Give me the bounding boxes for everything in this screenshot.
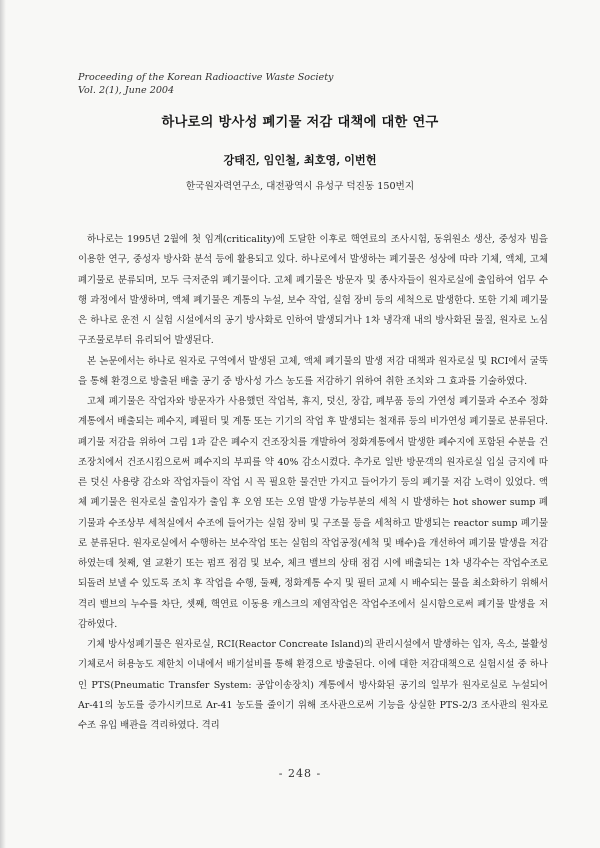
proceeding-header: [78, 71, 333, 97]
paper-affiliation: 한국원자력연구소, 대전광역시 유성구 덕진동 150번지: [185, 181, 415, 192]
proceeding-journal: Proceeding of the Korean Radioactive Waste Society: [78, 72, 334, 83]
paper-body: [78, 230, 548, 736]
body-paragraph-4: 기체 방사성폐기물은 원자로실, RCI(Reactor Concreate Island)의 관리시설에서 발생하는 입자, 옥소, 불활성 기체로서 허용농도 제한치 이내에서 배기설비를 통해 환경으로 방출된다. 이에 대한 저감대책으로 실험시설 중 하나인 PTS(Pneumatic Transfer System: 공압이송장치) 계통에서 방사화된 공기의 일부가 원자로실로 누설되어 Ar-41의 농도를 증가시키므로 Ar-41 농도를 줄이기 위해 조사관으로써 기능을 상실한 PTS-2/3 조사관의 원자로 수조 유입 배관을 격리하였다. 격리: [78, 639, 548, 731]
proceeding-volume: Vol. 2(1), June 2004: [78, 85, 175, 96]
body-paragraph-2: 본 논문에서는 하나로 원자로 구역에서 발생된 고체, 액체 폐기물의 발생 저감 대책과 원자로실 및 RCI에서 굴뚝을 통해 환경으로 방출된 배출 공기 중 방사성 가스 농도를 저감하기 위하여 취한 조치와 그 효과를 기술하였다.: [78, 355, 548, 387]
paper-authors: 강태진, 임인철, 최호영, 이번헌: [223, 153, 377, 167]
page-number: - 248 -: [278, 767, 322, 780]
body-paragraph-1: 하나로는 1995년 2월에 첫 임계(criticality)에 도달한 이후로 핵연료의 조사시험, 동위원소 생산, 중성자 빔을 이용한 연구, 중성자 방사화 분석 등에 활용되고 있다. 하나로에서 발생하는 폐기물은 성상에 따라 기체, 액체, 고체 폐기물로 분류되며, 모두 극저준위 폐기물이다. 고체 폐기물은 방문자 및 종사자들이 원자로실에 출입하여 업무 수행 과정에서 발생하며, 액체 폐기물은 계통의 누설, 보수 작업, 실험 장비 등의 세척으로 발생한다. 또한 기체 폐기물은 하나로 운전 시 실험 시설에서의 공기 방사화로 인하여 발생되거나 1차 냉각재 내의 방사화된 물질, 원자로 노심 구조물로부터 유리되어 발생된다.: [78, 234, 548, 347]
paper-title: 하나로의 방사성 폐기물 저감 대책에 대한 연구: [161, 115, 439, 130]
body-paragraph-3: 고체 폐기물은 작업자와 방문자가 사용했던 작업복, 휴지, 덧신, 장갑, 폐부품 등의 가연성 폐기물과 수조수 정화 계통에서 배출되는 폐수지, 폐필터 및 계통 또는 기기의 작업 후 발생되는 철재류 등의 비가연성 폐기물로 분류된다. 폐기물 저감을 위하여 그림 1과 같은 폐수지 건조장치를 개발하여 정화계통에서 발생한 폐수지에 포함된 수분을 건조장치에서 건조시킴으로써 폐수지의 부피를 약 40% 감소시켰다. 추가로 일반 방문객의 원자로실 입실 금지에 따른 덧신 사용량 감소와 작업자들이 작업 시 꼭 필요한 물건만 가지고 들어가기 등의 폐기물 저감 노력이 있었다. 액체 폐기물은 원자로실 출입자가 출입 후 오염 또는 오염 발생 가능부분의 세척 시 발생하는 hot shower sump 폐기물과 수조상부 세척실에서 수조에 들어가는 실험 장비 및 구조물 등을 세척하고 발생되는 reactor sump 폐기물로 분류된다. 원자로실에서 수행하는 보수작업 또는 실험의 작업공정(세척 및 배수)을 개선하여 폐기물 발생을 저감하였는데 첫째, 열 교환기 또는 펌프 점검 및 보수, 체크 밸브의 상태 점검 시에 배출되는 1차 냉각수는 작업수조로 되돌려 보낼 수 있도록 조치 후 작업을 수행, 둘째, 정화계통 수지 및 필터 교체 시 배수되는 물을 최소화하기 위해서 격리 밸브의 누수를 차단, 셋째, 핵연료 이동용 캐스크의 제염작업은 작업수조에서 실시함으로써 폐기물 발생을 저감하였다.: [78, 396, 548, 630]
